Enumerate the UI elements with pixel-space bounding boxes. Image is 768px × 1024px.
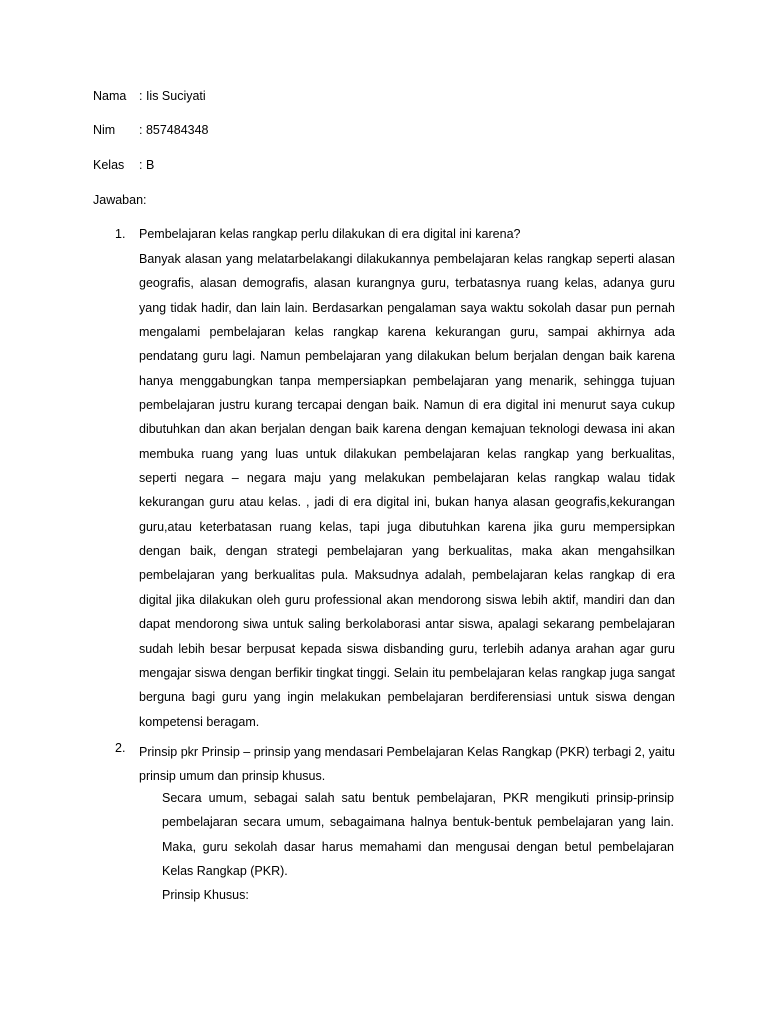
name-label: Nama (93, 89, 127, 103)
question-number: 1. (115, 227, 126, 241)
class-value: : B (139, 158, 155, 172)
name-value: : Iis Suciyati (139, 89, 206, 103)
answer-paragraph: Banyak alasan yang melatarbelakangi dilakukannya pembelajaran kelas rangkap seperti alasan geografis, alasan demografis, alasan kurangnya guru, terbatasnya ruang kelas, adanya guru yang tidak hadir, dan lain lain. Berdasarkan pengalaman saya waktu sokolah dasar pun pernah mengalami pembelajaran kelas rangkap karena kekurangan guru, sampai akhirnya ada pendatang guru lagi. Namun pembelajaran yang dilakukan belum berjalan dengan baik karena hanya menggabungkan tanpa mempersiapkan pembelajaran yang menarik, sehingga tujuan pembelajaran justru kurang tercapai dengan baik. Namun di era digital ini menurut saya cukup dibutuhkan dan akan berjalan dengan baik karena dengan kemajuan teknologi dewasa ini akan membuka ruang yang luas untuk dilakukan pembelajaran kelas rangkap yang berkualitas, seperti negara – negara maju yang melakukan pembelajaran kelas rangkap walau tidak kekurangan guru atau kelas. , jadi di era digital ini, bukan hanya alasan geografis,kekurangan guru,atau keterbatasan ruang kelas, tapi juga dibutuhkan karena jika guru mempersipkan dengan baik, dengan strategi pembelajaran yang berkualitas, maka akan mengahsilkan pembelajaran yang berkualitas pula. Maksudnya adalah, pembelajaran kelas rangkap di era digital jika dilakukan oleh guru professional akan mendorong siswa lebih aktif, mandiri dan dan dapat mendorong siwa untuk saling berkolaborasi antar siswa, apalagi sekarang pembelajaran sudah lebih besar berpusat kepada siswa disbanding guru, terlebih adanya arahan agar guru mengajar siswa dengan berfikir tingkat tinggi. Selain itu pembelajaran kelas rangkap juga sangat berguna bagi guru yang ingin melakukan pembelajaran berdiferensiasi untuk siswa dengan kompetensi beragam. (139, 252, 675, 729)
nim-value: : 857484348 (139, 123, 209, 137)
question-number: 2. (115, 741, 126, 755)
name-row (93, 88, 206, 104)
specific-principle-heading: Prinsip Khusus: (162, 888, 249, 902)
class-label: Kelas (93, 158, 125, 172)
question-text: Prinsip pkr Prinsip – prinsip yang mendasari Pembelajaran Kelas Rangkap (PKR) terbagi 2, yaitu prinsip umum dan prinsip khusus. (139, 745, 675, 784)
class-row (93, 157, 154, 173)
question-text: Pembelajaran kelas rangkap perlu dilakukan di era digital ini karena? (139, 227, 521, 241)
nim-row (93, 122, 209, 138)
nim-label: Nim (93, 123, 116, 137)
general-principle-paragraph: Secara umum, sebagai salah satu bentuk pembelajaran, PKR mengikuti prinsip-prinsip pembelajaran secara umum, sebagaimana halnya bentuk-bentuk pembelajaran yang lain. Maka, guru sekolah dasar harus memahami dan mengusai dengan betul pembelajaran Kelas Rangkap (PKR). (162, 791, 674, 879)
answers-heading: Jawaban: (93, 193, 147, 207)
